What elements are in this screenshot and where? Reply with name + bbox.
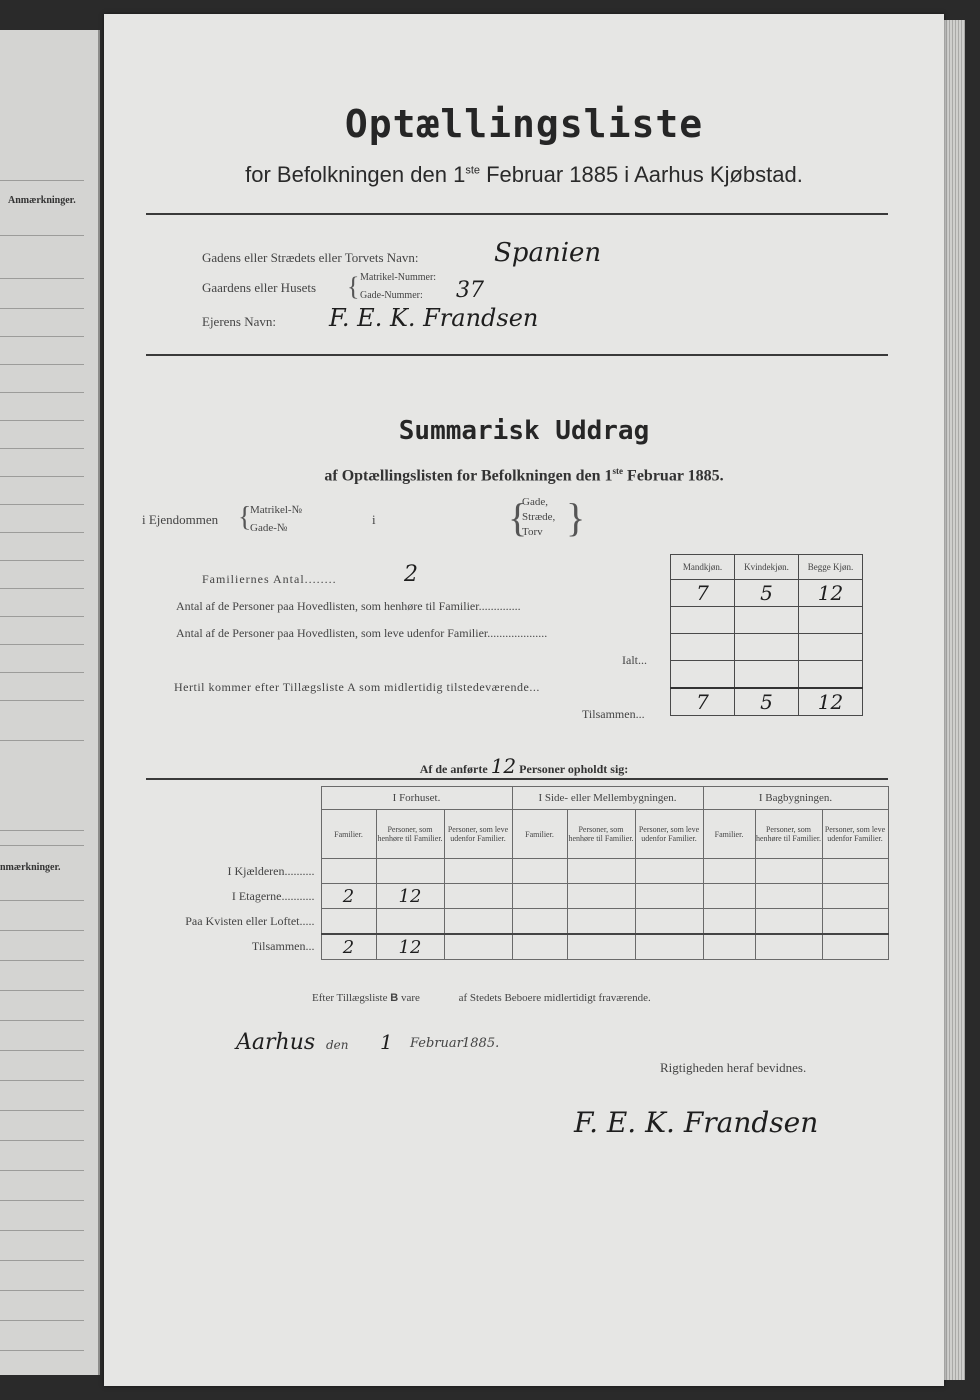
year-label: 1885. — [462, 1036, 500, 1051]
row-label: Tilsammen... — [582, 707, 645, 721]
table-row: I Etagerne........... 2 12 — [146, 884, 888, 909]
torv-word: Torv — [522, 526, 543, 538]
summary-title: Summarisk Uddrag — [398, 416, 650, 446]
day-value: 1 — [380, 1030, 393, 1054]
row-label: Hertil kommer efter Tillægsliste A som midlertidig tilstedeværende... — [174, 680, 540, 694]
families-value: 2 — [404, 562, 418, 587]
straede-word: Stræde, — [522, 511, 556, 523]
group-bagbygning: I Bagbygningen. — [703, 787, 888, 810]
brace: { — [347, 272, 360, 301]
row-label: Antal af de Personer paa Hovedlisten, som henhøre til Familier.............. — [176, 599, 521, 613]
i-label: i — [372, 512, 376, 527]
den-label: den — [326, 1038, 349, 1052]
owner-value: F. E. K. Frandsen — [329, 304, 539, 332]
top-rule — [146, 213, 888, 215]
row-label: Ialt... — [622, 653, 647, 667]
gade-word: Gade, — [522, 496, 548, 508]
table-row: 7 5 12 — [671, 580, 863, 607]
group-sidebygning: I Side- eller Mellembygningen. — [512, 787, 703, 810]
gade-number-label: Gade-Nummer: — [360, 290, 423, 301]
census-form-page — [104, 14, 944, 1386]
families-label: Familiernes Antal........ — [202, 572, 337, 586]
left-header-remarks: Anmærkninger. — [8, 195, 76, 206]
matrikel-no-label: Matrikel-№ — [250, 504, 303, 516]
distribution-top-rule — [146, 778, 888, 780]
summary-table — [670, 554, 863, 716]
left-header-remarks-lower: nmærkninger. — [0, 862, 61, 873]
absent-line: Efter Tillægsliste B vare af Stedets Beboere midlertidigt fraværende. — [312, 992, 651, 1004]
house-label: Gaardens eller Husets — [202, 280, 317, 295]
page-title: Optællingsliste — [344, 102, 704, 146]
summary-subtitle: af Optællingslisten for Befolkningen den 1ste Februar 1885. — [324, 466, 724, 485]
col-male: Mandkjøn. — [671, 555, 735, 580]
row-label: Antal af de Personer paa Hovedlisten, som leve udenfor Familier.................... — [176, 626, 548, 640]
ejendom-label: i Ejendommen — [142, 512, 219, 527]
col-female: Kvindekjøn. — [735, 555, 799, 580]
mid-rule — [146, 354, 888, 356]
month-label: Februar — [410, 1036, 463, 1051]
table-row — [671, 634, 863, 661]
table-row — [671, 607, 863, 634]
street-label: Gadens eller Strædets eller Torvets Navn: — [202, 250, 419, 265]
left-page-fragment — [0, 30, 100, 1375]
signature: F. E. K. Frandsen — [574, 1106, 819, 1139]
distribution-table: I Forhuset. I Side- eller Mellembygningen. I Bagbygningen. Familier. Personer, som henhøre til Familier. Personer, som leve udenfor Familier. Familier. Personer, som henhøre til Familier. Personer, som leve udenfor Familier. Familier. Personer, som henhøre til Familier. Personer, som leve udenfor Familier. I Kjælderen.......... I Etagerne........... 2 12 Paa Kvisten eller Loftet..... Tilsammen... 2 12 — [146, 786, 889, 960]
street-value: Spanien — [494, 238, 602, 268]
group-forhuset: I Forhuset. — [321, 787, 512, 810]
brace: { — [508, 495, 528, 540]
col-both: Begge Kjøn. — [799, 555, 863, 580]
place-value: Aarhus — [236, 1030, 316, 1055]
brace: { — [238, 502, 252, 533]
table-row: I Kjælderen.......... — [146, 859, 888, 884]
distribution-table-wrap — [146, 786, 889, 960]
table-row: Tilsammen... 2 12 — [146, 934, 888, 960]
table-row: Paa Kvisten eller Loftet..... — [146, 909, 888, 935]
table-row: 7 5 12 — [671, 688, 863, 716]
gade-number-value: 37 — [456, 278, 484, 303]
summary-table-wrap — [670, 554, 863, 716]
distribution-intro: Af de anførte 12 Personer opholdt sig: — [419, 754, 629, 778]
brace: } — [566, 495, 586, 540]
page-subtitle: for Befolkningen den 1ste Februar 1885 i Aarhus Kjøbstad. — [245, 162, 803, 187]
gade-no-label: Gade-№ — [250, 522, 288, 534]
certify-text: Rigtigheden heraf bevidnes. — [660, 1060, 807, 1075]
owner-label: Ejerens Navn: — [202, 314, 277, 329]
matrikel-label: Matrikel-Nummer: — [360, 272, 437, 283]
table-row — [671, 661, 863, 689]
